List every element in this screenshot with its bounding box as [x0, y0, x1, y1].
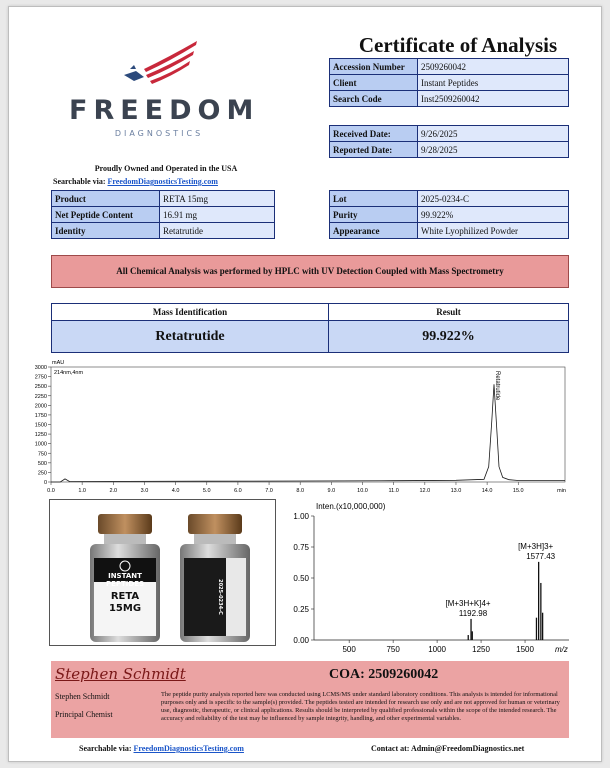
table-header-row [52, 304, 569, 321]
peak-ion-label: [M+3H]3+ [518, 541, 554, 551]
search-code-value: Inst2509260042 [418, 91, 569, 107]
x-tick-label: 1.0 [78, 488, 86, 494]
company-logo [69, 39, 260, 149]
x-tick-label: 10.0 [357, 488, 368, 494]
brand-subtitle: DIAGNOSTICS [114, 129, 204, 138]
x-axis-label: m/z [555, 645, 568, 654]
y-tick-label: 2250 [34, 393, 47, 400]
x-tick-label: 11.0 [388, 488, 399, 494]
table-row [52, 223, 275, 239]
received-date-value: 9/26/2025 [418, 126, 569, 142]
x-tick-label: 12.0 [419, 488, 431, 494]
result-header: Result [329, 304, 569, 321]
y-tick-label: 750 [37, 451, 47, 458]
table-row [330, 142, 569, 158]
vial-product-line2: 15MG [108, 603, 142, 614]
chemist-title: Principal Chemist [55, 710, 113, 719]
vial-lot: 2025-0234-C [217, 579, 223, 615]
y-axis-unit: mAU [52, 360, 65, 366]
contact-info [371, 744, 524, 753]
client-label: Client [330, 75, 418, 91]
vial-photo [49, 499, 276, 646]
x-tick-label: 1500 [516, 645, 534, 654]
client-value: Instant Peptides [418, 75, 569, 91]
net-peptide-label: Net Peptide Content [52, 207, 160, 223]
y-tick-label: 0.00 [293, 636, 309, 645]
y-tick-label: 0.50 [293, 574, 309, 583]
y-tick-label: 0 [43, 480, 47, 486]
table-row [330, 191, 569, 207]
search-label: Searchable via: [53, 177, 106, 186]
plot-frame [51, 367, 565, 482]
x-tick-label: 1000 [428, 645, 447, 654]
x-tick-label: 5.0 [202, 488, 211, 494]
y-tick-label: 1750 [34, 412, 47, 419]
lot-label: Lot [330, 191, 418, 207]
certificate-page [8, 6, 602, 762]
channel-label: 214nm,4nm [54, 370, 84, 376]
flag-swoosh-icon [124, 39, 199, 87]
y-tick-label: 1.00 [293, 512, 309, 521]
result-value: 99.922% [329, 321, 569, 353]
peak-ion-label: [M+3H+K]4+ [445, 598, 491, 608]
table-row [330, 207, 569, 223]
identity-label: Identity [52, 223, 160, 239]
page-title: Certificate of Analysis [358, 33, 558, 57]
product-table [51, 190, 275, 239]
contact-label: Contact at: [371, 744, 410, 753]
x-tick-label: 6.0 [234, 488, 242, 494]
table-row [52, 191, 275, 207]
y-tick-label: 0.25 [293, 605, 309, 614]
table-row [330, 223, 569, 239]
vial-brand-line1: INSTANT [108, 572, 142, 580]
vial-product-line1: RETA [110, 591, 140, 602]
accession-table [329, 58, 569, 107]
dates-table [329, 125, 569, 158]
identity-value: Retatrutide [160, 223, 275, 239]
x-tick-label: 750 [386, 645, 400, 654]
brand-name: FREEDOM [69, 95, 260, 126]
y-tick-label: 0.75 [293, 543, 309, 552]
y-tick-label: 1000 [34, 441, 47, 448]
peak-mz-label: 1577.43 [526, 551, 556, 561]
purity-value: 99.922% [418, 207, 569, 223]
product-label: Product [52, 191, 160, 207]
y-tick-label: 1500 [34, 422, 47, 429]
x-tick-label: 9.0 [327, 488, 336, 494]
method-banner: All Chemical Analysis was performed by HPLC with UV Detection Coupled with Mass Spectrometry [51, 255, 569, 288]
result-table [51, 303, 569, 353]
net-peptide-value: 16.91 mg [160, 207, 275, 223]
contact-email[interactable]: Admin@FreedomDiagnostics.net [411, 744, 525, 753]
x-tick-label: 500 [342, 645, 356, 654]
y-tick-label: 2500 [34, 384, 47, 391]
lot-table [329, 190, 569, 239]
x-tick-label: 1250 [472, 645, 490, 654]
table-row [330, 75, 569, 91]
mass-identification-header: Mass Identification [52, 304, 329, 321]
search-code-label: Search Code [330, 91, 418, 107]
vial-brand-line2: PEPTIDES [105, 580, 145, 588]
x-tick-label: 2.0 [109, 488, 118, 494]
table-row [52, 321, 569, 353]
peak-mz-label: 1192.98 [458, 608, 488, 618]
tagline: Proudly Owned and Operated in the USA [94, 164, 238, 173]
accession-label: Accession Number [330, 59, 418, 75]
search-link[interactable]: FreedomDiagnosticsTesting.com [107, 177, 218, 186]
table-row [52, 207, 275, 223]
x-tick-label: 13.0 [450, 488, 462, 494]
searchable-bottom [79, 744, 244, 753]
x-tick-label: 7.0 [265, 488, 273, 494]
y-axis-label: Inten.(x10,000,000) [316, 502, 386, 511]
x-tick-label: 15.0 [512, 488, 524, 494]
x-tick-label: 0.0 [47, 488, 55, 494]
purity-label: Purity [330, 207, 418, 223]
y-tick-label: 250 [37, 470, 47, 477]
mass-identification-value: Retatrutide [52, 321, 329, 353]
signature: Stephen Schmidt [55, 665, 186, 683]
y-tick-label: 500 [37, 460, 47, 467]
reported-date-label: Reported Date: [330, 142, 418, 158]
x-tick-label: 8.0 [296, 488, 305, 494]
x-axis-label: min [557, 488, 566, 494]
appearance-label: Appearance [330, 223, 418, 239]
disclaimer: The peptide purity analysis reported here was conducted using LCMS/MS under standard laboratory conditions. This analysis is intended for informational purposes only and is specific to the sample(s) provided. The peptides tested are intended for research use only and are not approved for human or veterinary use, diagnostic, therapeutic, or clinical applications. Results should be interpreted by qualified professionals within the scope of the intended research. The accuracy and reliability of the test may be influenced by sample integrity, handling, and other experimental variables. [161, 691, 560, 722]
x-tick-label: 4.0 [171, 488, 180, 494]
reported-date-value: 9/28/2025 [418, 142, 569, 158]
chemist-name: Stephen Schmidt [55, 692, 110, 701]
table-row [330, 126, 569, 142]
received-date-label: Received Date: [330, 126, 418, 142]
x-tick-label: 14.0 [481, 488, 493, 494]
appearance-value: White Lyophilized Powder [418, 223, 569, 239]
mass-spectrum [284, 495, 574, 655]
y-tick-label: 3000 [34, 365, 47, 371]
search-label: Searchable via: [79, 744, 132, 753]
accession-value: 2509260042 [418, 59, 569, 75]
vials-image [50, 500, 276, 646]
lot-value: 2025-0234-C [418, 191, 569, 207]
table-row [330, 59, 569, 75]
search-link[interactable]: FreedomDiagnosticsTesting.com [133, 744, 244, 753]
peak-label: Retatrutide [493, 371, 500, 401]
x-tick-label: 3.0 [140, 488, 149, 494]
y-tick-label: 1250 [34, 432, 47, 439]
footer-panel [51, 661, 569, 738]
searchable-top [53, 177, 218, 186]
table-row [330, 91, 569, 107]
hplc-chromatogram [17, 355, 572, 500]
y-tick-label: 2750 [34, 374, 47, 381]
product-value: RETA 15mg [160, 191, 275, 207]
y-tick-label: 2000 [34, 403, 47, 410]
coa-number: COA: 2509260042 [329, 667, 439, 682]
